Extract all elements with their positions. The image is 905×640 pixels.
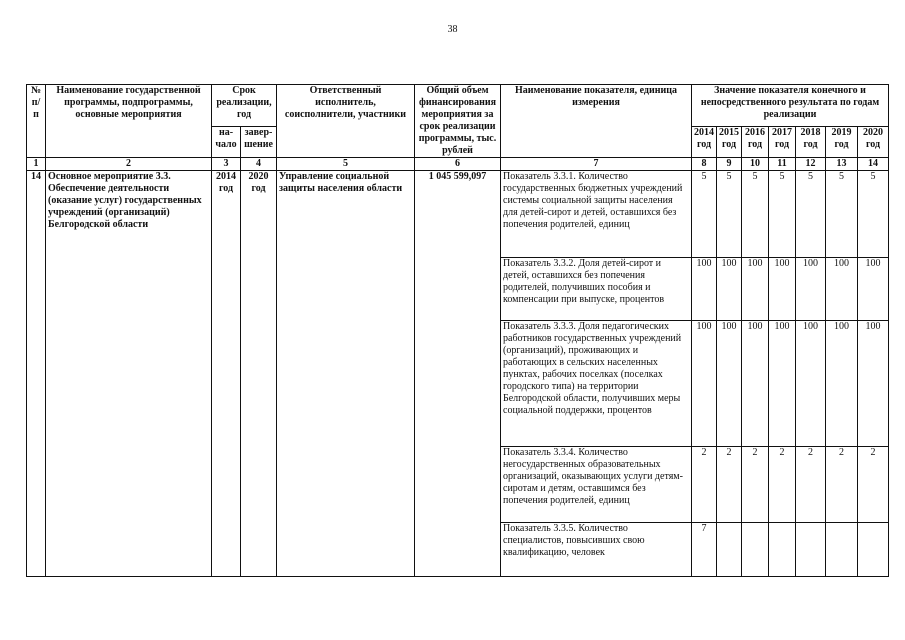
page-number: 38 [447, 24, 458, 35]
header-values: Значение показателя конечного и непосредственного результата по годам реализации [692, 85, 889, 127]
indicator-text: Показатель 3.3.4. Количество негосударственных образовательных организаций, оказывающих услуги детям-сиротам и детям, оставшимся без попечения родителей, единиц [501, 447, 692, 523]
indicator-text: Показатель 3.3.5. Количество специалистов, повысивших свою квалификацию, человек [501, 523, 692, 577]
end-year: 2020 год [241, 171, 277, 577]
indicator-value [858, 523, 889, 577]
indicator-value: 100 [796, 258, 826, 321]
indicator-value: 100 [826, 321, 858, 447]
header-year: 2019 год [826, 127, 858, 158]
indicator-value [717, 523, 742, 577]
indicator-value: 100 [692, 321, 717, 447]
column-number-row [27, 158, 889, 171]
indicator-value: 100 [769, 321, 796, 447]
header-term: Срок реализации, год [212, 85, 277, 127]
header-term-start: на-чало [212, 127, 241, 158]
indicator-value: 2 [796, 447, 826, 523]
header-year: 2017 год [769, 127, 796, 158]
indicator-value: 100 [742, 258, 769, 321]
indicator-value [742, 523, 769, 577]
start-year: 2014 год [212, 171, 241, 577]
indicator-value: 7 [692, 523, 717, 577]
indicator-value: 100 [796, 321, 826, 447]
indicator-value: 5 [742, 171, 769, 258]
column-number: 2 [46, 158, 212, 171]
indicator-value: 100 [858, 258, 889, 321]
indicator-value: 2 [692, 447, 717, 523]
indicator-value: 2 [717, 447, 742, 523]
table-row [27, 171, 889, 258]
header-indicator: Наименование показателя, единица измерения [501, 85, 692, 158]
column-number: 13 [826, 158, 858, 171]
indicator-value: 2 [742, 447, 769, 523]
column-number: 6 [415, 158, 501, 171]
header-row [27, 85, 889, 127]
indicator-value [769, 523, 796, 577]
indicator-value: 5 [796, 171, 826, 258]
column-number: 14 [858, 158, 889, 171]
indicator-value: 100 [742, 321, 769, 447]
indicator-value [796, 523, 826, 577]
indicator-value: 5 [692, 171, 717, 258]
indicator-value: 100 [826, 258, 858, 321]
indicator-value: 5 [826, 171, 858, 258]
indicator-value: 5 [858, 171, 889, 258]
column-number: 1 [27, 158, 46, 171]
header-year: 2015 год [717, 127, 742, 158]
header-year: 2016 год [742, 127, 769, 158]
indicator-value: 2 [858, 447, 889, 523]
indicator-value [826, 523, 858, 577]
indicator-value: 2 [769, 447, 796, 523]
header-funding: Общий объем финансирования мероприятия за срок реализации программы, тыс. рублей [415, 85, 501, 158]
indicator-value: 100 [717, 258, 742, 321]
header-year: 2014 год [692, 127, 717, 158]
indicator-value: 100 [858, 321, 889, 447]
funding-amount: 1 045 599,097 [415, 171, 501, 577]
indicator-text: Показатель 3.3.3. Доля педагогических работников государственных учреждений (организаций), проживающих и работающих в сельских населенных пунктах, рабочих поселках (поселках городского типа) на территории Белгородской области, получивших меры социальной поддержки, процентов [501, 321, 692, 447]
column-number: 3 [212, 158, 241, 171]
column-number: 7 [501, 158, 692, 171]
column-number: 11 [769, 158, 796, 171]
header-name: Наименование государственной программы, подпрограммы, основные мероприятия [46, 85, 212, 158]
column-number: 8 [692, 158, 717, 171]
column-number: 12 [796, 158, 826, 171]
indicator-value: 100 [717, 321, 742, 447]
header-responsible: Ответственный исполнитель, соисполнители, участники [277, 85, 415, 158]
header-year: 2020 год [858, 127, 889, 158]
responsible-executor: Управление социальной защиты населения области [277, 171, 415, 577]
indicator-value: 100 [769, 258, 796, 321]
indicator-value: 5 [769, 171, 796, 258]
indicator-value: 100 [692, 258, 717, 321]
indicator-text: Показатель 3.3.1. Количество государственных бюджетных учреждений системы социальной защиты населения для детей-сирот и детей, оставшихся без попечения родителей, единиц [501, 171, 692, 258]
row-number: 14 [27, 171, 46, 577]
header-term-end: завер-шение [241, 127, 277, 158]
indicator-text: Показатель 3.3.2. Доля детей-сирот и детей, оставшихся без попечения родителей, получивших пособия и компенсации при выпуске, процентов [501, 258, 692, 321]
indicator-value: 2 [826, 447, 858, 523]
column-number: 9 [717, 158, 742, 171]
column-number: 4 [241, 158, 277, 171]
header-no: № п/п [27, 85, 46, 158]
indicator-value: 5 [717, 171, 742, 258]
column-number: 5 [277, 158, 415, 171]
measure-name: Основное мероприятие 3.3. Обеспечение деятельности (оказание услуг) государственных учреждений (организаций) Белгородской области [46, 171, 212, 577]
program-table [26, 84, 889, 577]
header-year: 2018 год [796, 127, 826, 158]
column-number: 10 [742, 158, 769, 171]
